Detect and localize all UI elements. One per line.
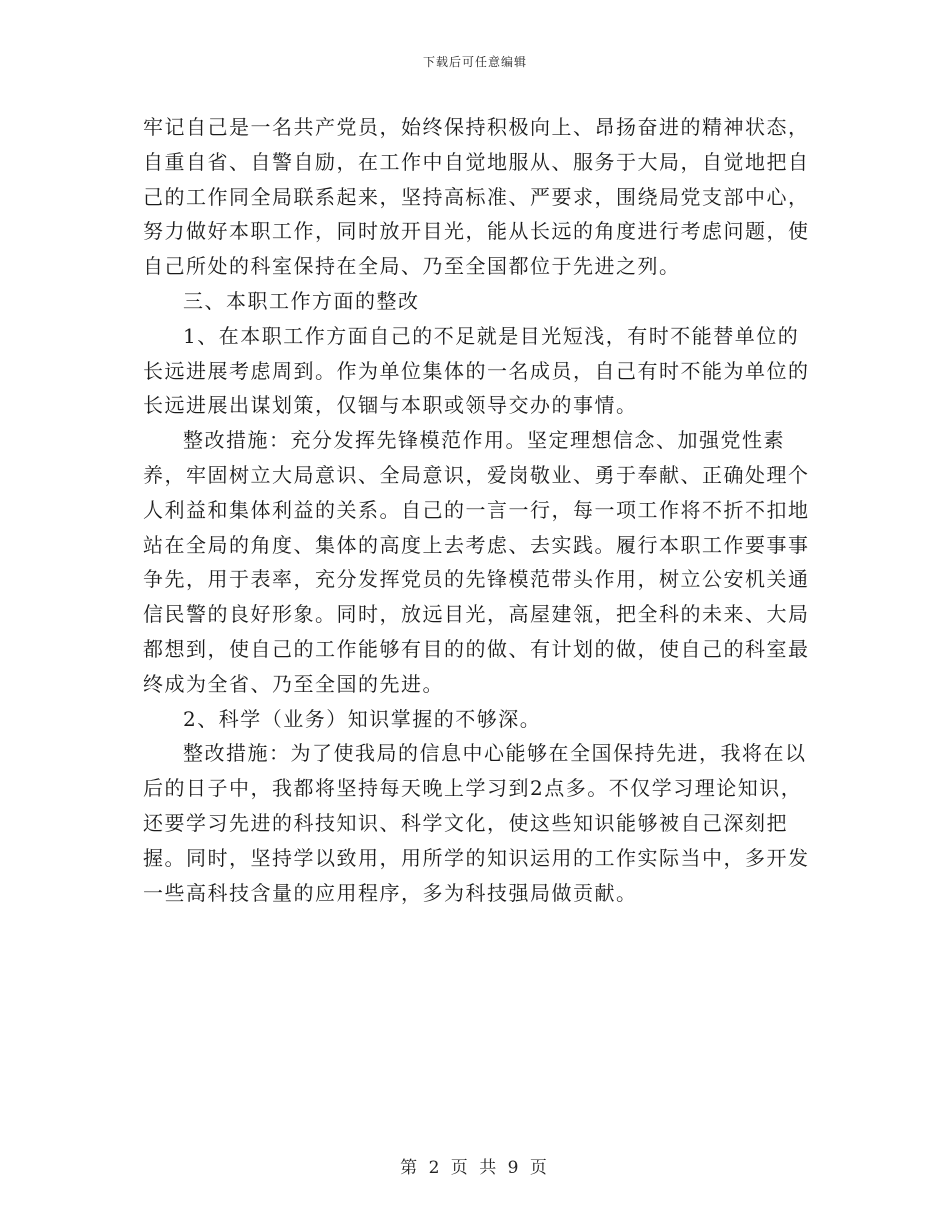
paragraph-item-2: 2、科学（业务）知识掌握的不够深。 <box>183 706 542 731</box>
document-body <box>143 110 815 910</box>
paragraph-continuation: 牢记自己是一名共产党员，始终保持积极向上、昂扬奋进的精神状态，自重自省、自警自励，在工作中自觉地服从、服务于大局，自觉地把自己的工作同全局联系起来，坚持高标准、严要求，围绕局党支部中心，努力做好本职工作，同时放开目光，能从长远的角度进行考虑问题，使自己所处的科室保持在全局、乃至全国都位于先进之列。 <box>143 115 810 279</box>
page-header: 下载后可任意编辑 <box>422 55 527 69</box>
paragraph-measures-1: 整改措施：充分发挥先锋模范作用。坚定理想信念、加强党性素养，牢固树立大局意识、全局意识，爱岗敬业、勇于奉献、正确处理个人利益和集体利益的关系。自己的一言一行，每一项工作将不折不扣地站在全局的角度、集体的高度上去考虑、去实践。履行本职工作要事事争先，用于表率，充分发挥党员的先锋模范带头作用，树立公安机关通信民警的良好形象。同时，放远目光，高屋建瓴，把全科的未来、大局都想到，使自己的工作能够有目的的做、有计划的做，使自己的科室最终成为全省、乃至全国的先进。 <box>143 428 810 696</box>
page-number: 第 2 页 共 9 页 <box>400 1158 550 1178</box>
section-heading: 三、本职工作方面的整改 <box>183 288 420 313</box>
paragraph-measures-2: 整改措施：为了使我局的信息中心能够在全国保持先进，我将在以后的日子中，我都将坚持每天晚上学习到2点多。不仅学习理论知识，还要学习先进的科技知识、科学文化，使这些知识能够被自己深刻把握。同时，坚持学以致用，用所学的知识运用的工作实际当中，多开发一些高科技含量的应用程序，多为科技强局做贡献。 <box>143 741 810 905</box>
paragraph-item-1: 1、在本职工作方面自己的不足就是目光短浅，有时不能替单位的长远进展考虑周到。作为单位集体的一名成员，自己有时不能为单位的长远进展出谋划策，仅锢与本职或领导交办的事情。 <box>143 323 810 418</box>
